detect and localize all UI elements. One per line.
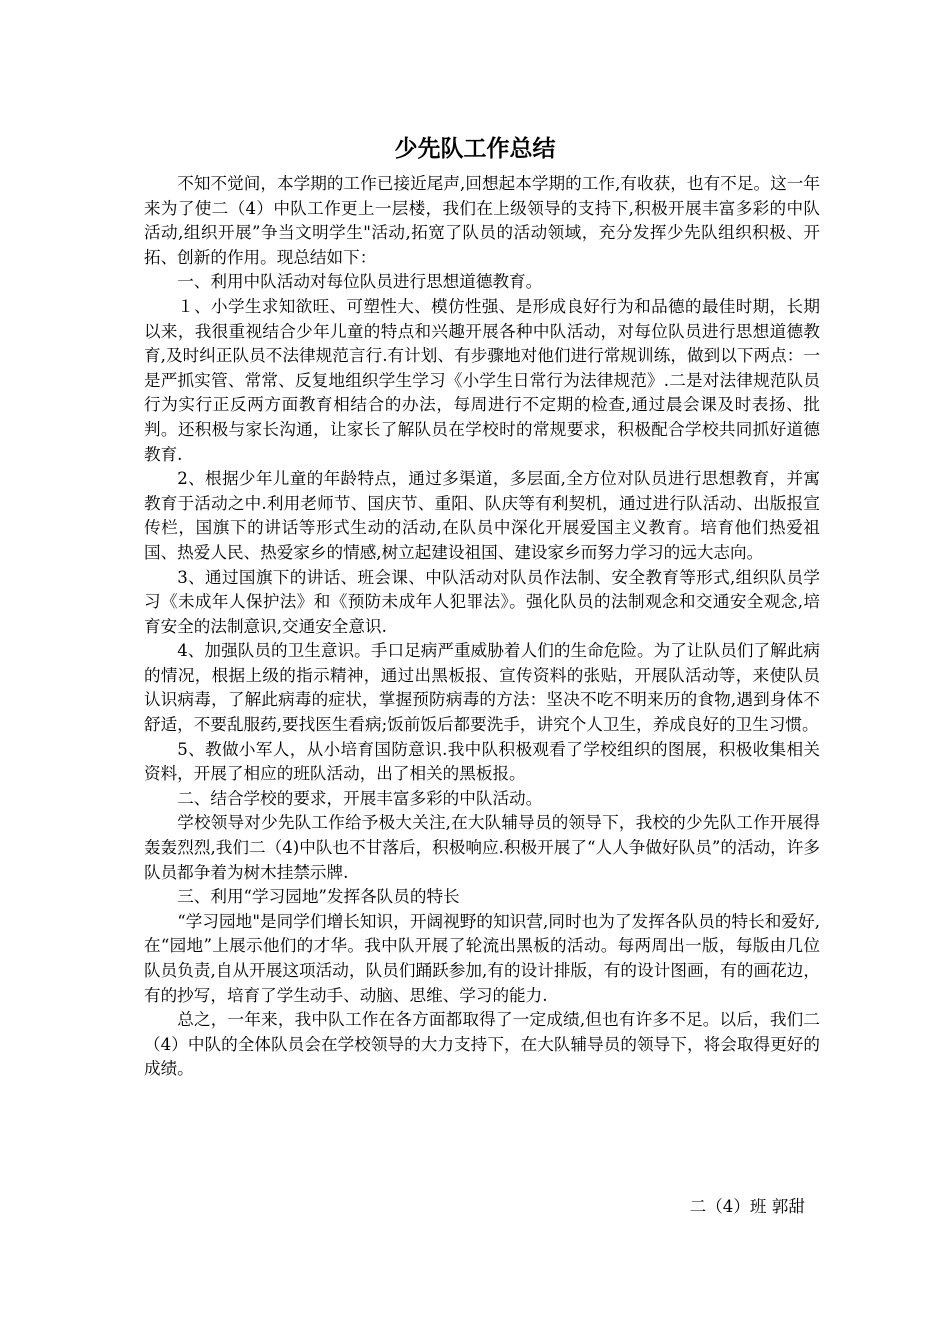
paragraph-conclusion: 总之，一年来，我中队工作在各方面都取得了一定成绩,但也有许多不足。以后，我们二（4）中队的全体队员会在学校领导的大力支持下，在大队辅导员的领导下，将会取得更好的成绩。	[144, 1010, 820, 1079]
document-body	[144, 172, 820, 1082]
document-title: 少先队工作总结	[394, 136, 556, 162]
paragraph-item-2: 2、根据少年儿童的年龄特点，通过多渠道，多层面,全方位对队员进行思想教育，并寓教育于活动之中.利用老师节、国庆节、重阳、队庆等有利契机，通过进行队活动、出版报宣传栏，国旗下的讲话等形式生动的活动,在队员中深化开展爱国主义教育。培育他们热爱祖国、热爱人民、热爱家乡的情感,树立起建设祖国、建设家乡而努力学习的远大志向。	[144, 469, 820, 562]
paragraph-item-1: １、小学生求知欲旺、可塑性大、模仿性强、是形成良好行为和品德的最佳时期，长期以来，我很重视结合少年儿童的特点和兴趣开展各种中队活动，对每位队员进行思想道德教育,及时纠正队员不法律规范言行.有计划、有步骤地对他们进行常规训练，做到以下两点：一是严抓实管、常常、反复地组织学生学习《小学生日常行为法律规范》.二是对法律规范队员行为实行正反两方面教育相结合的办法，每周进行不定期的检查,通过晨会课及时表扬、批判。还积极与家长沟通，让家长了解队员在学校时的常规要求，积极配合学校共同抓好道德教育.	[144, 296, 820, 464]
paragraph-intro: 不知不觉间，本学期的工作已接近尾声,回想起本学期的工作,有收获，也有不足。这一年来为了使二（4）中队工作更上一层楼，我们在上级领导的支持下,积极开展丰富多彩的中队活动,组织开展”争当文明学生"活动,拓宽了队员的活动领域，充分发挥少先队组织积极、开拓、创新的作用。现总结如下：	[144, 174, 820, 267]
paragraph-item-4: 4、加强队员的卫生意识。手口足病严重威胁着人们的生命危险。为了让队员们了解此病的情况，根据上级的指示精神，通过出黑板报、宣传资料的张贴，开展队活动等，来使队员认识病毒，了解此病毒的症状，掌握预防病毒的方法：坚决不吃不明来历的食物,遇到身体不舒适，不要乱服药,要找医生看病;饭前饭后都要洗手，讲究个人卫生，养成良好的卫生习惯。	[144, 641, 820, 735]
section-heading-1: 一、利用中队活动对每位队员进行思想道德教育。	[177, 272, 543, 292]
section-heading-2: 二、结合学校的要求，开展丰富多彩的中队活动。	[177, 788, 543, 808]
paragraph-item-5: 5、教做小军人，从小培育国防意识.我中队积极观看了学校组织的图展，积极收集相关资料，开展了相应的班队活动，出了相关的黑板报。	[144, 739, 820, 784]
paragraph-learning-garden: “学习园地"是同学们增长知识，开阔视野的知识营,同时也为了发挥各队员的特长和爱好,在“园地”上展示他们的才华。我中队开展了轮流出黑板的活动。每两周出一版，每版由几位队员负责,自从开展这项活动，队员们踊跃参加,有的设计排版，有的设计图画，有的画花边，有的抄写，培育了学生动手、动脑、思维、学习的能力.	[144, 911, 820, 1005]
paragraph-school-activities: 学校领导对少先队工作给予极大关注,在大队辅导员的领导下，我校的少先队工作开展得轰轰烈烈,我们二（4)中队也不甘落后，积极响应.积极开展了“人人争做好队员”的活动，许多队员都争着为树木挂禁示牌.	[144, 813, 820, 882]
section-heading-3: 三、利用“学习园地”发挥各队员的特长	[177, 887, 460, 907]
paragraph-item-3: 3、通过国旗下的讲话、班会课、中队活动对队员作法制、安全教育等形式,组织队员学习《未成年人保护法》和《预防未成年人犯罪法》。强化队员的法制观念和交通安全观念,培育安全的法制意识,交通安全意识.	[144, 567, 820, 636]
signature: 二（4）班 郭甜	[689, 1197, 805, 1216]
